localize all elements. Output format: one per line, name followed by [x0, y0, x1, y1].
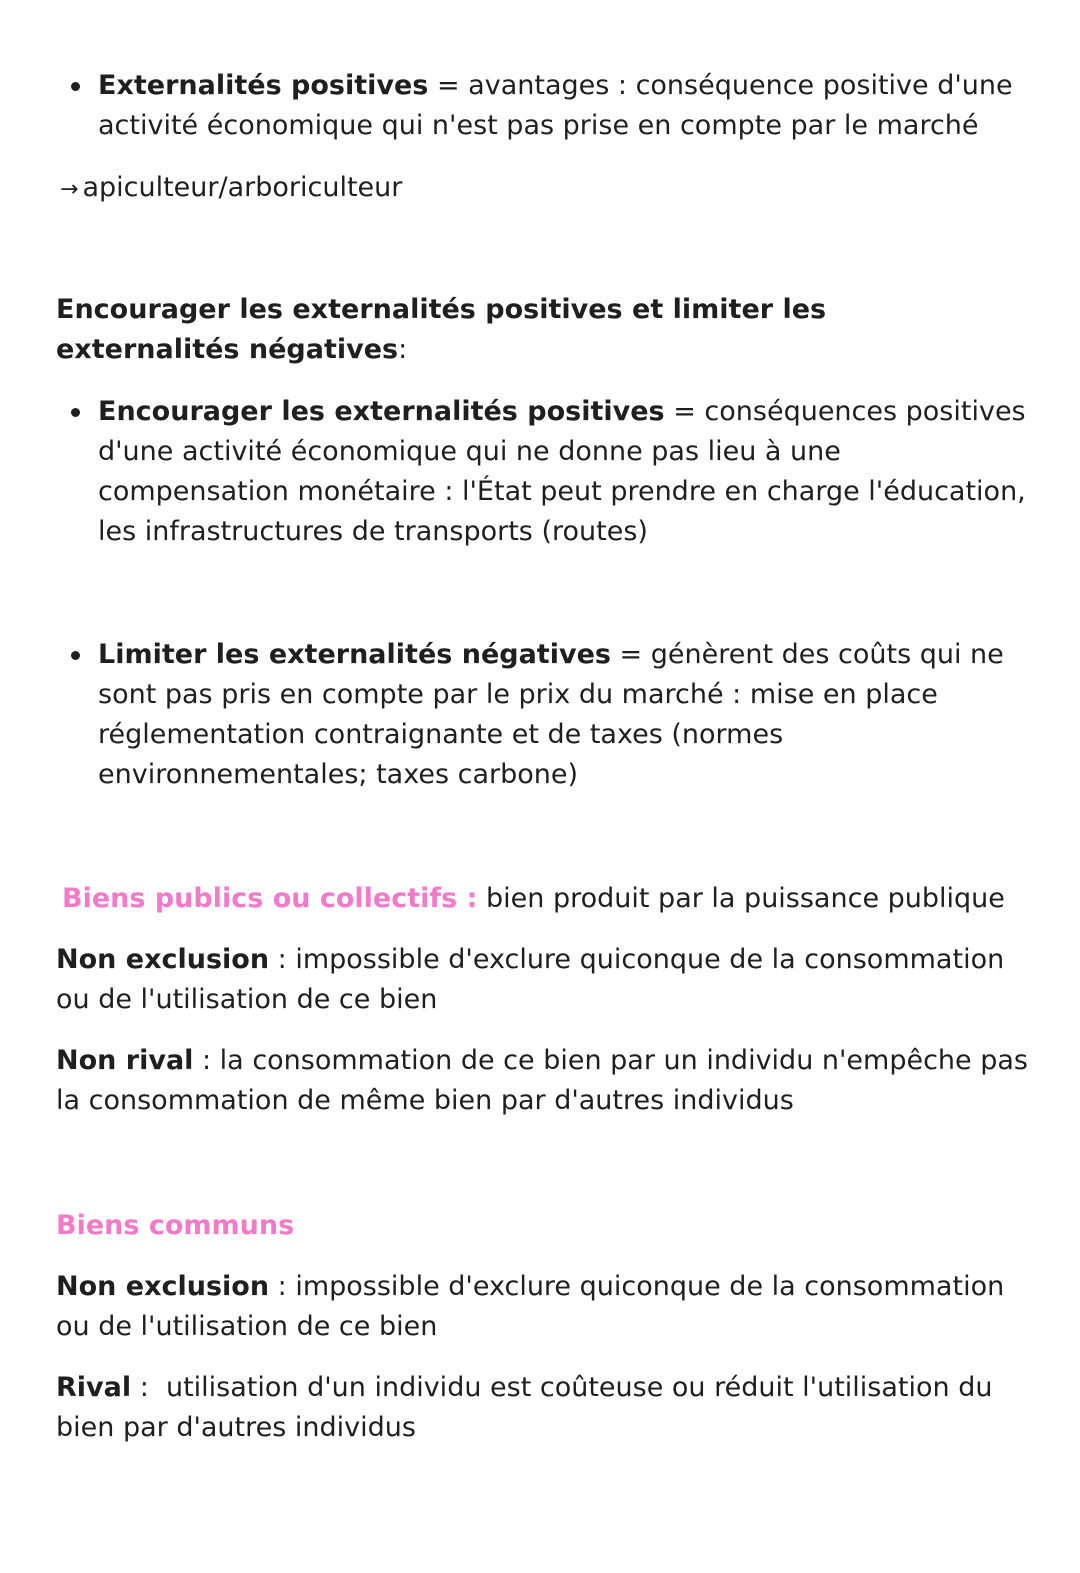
definition: = avantages : conséquence positive d'une activité économique qui n'est pas prise en compte par le marché	[98, 70, 1013, 141]
biens-communs-heading	[56, 1206, 1036, 1246]
definition: : utilisation d'un individu est coûteuse ou réduit l'utilisation du bien par d'autres individus	[56, 1372, 1002, 1443]
heading-text: Biens communs	[56, 1210, 295, 1241]
term: Encourager les externalités positives	[98, 396, 665, 427]
non-rival-definition	[56, 1041, 1031, 1121]
bullet-externalites-positives	[98, 66, 1028, 146]
section-heading-externalites	[56, 290, 1016, 370]
term: Rival	[56, 1372, 132, 1403]
biens-publics-definition	[62, 879, 1042, 919]
definition: : impossible d'exclure quiconque de la consommation ou de l'utilisation de ce bien	[56, 944, 1005, 1015]
bullet-dot	[71, 408, 80, 417]
term: Non exclusion	[56, 1271, 270, 1302]
bullet-text	[98, 635, 1028, 795]
definition: : la consommation de ce bien par un individu n'empêche pas la consommation de même bien par d'autres individus	[56, 1045, 1028, 1116]
bullet-limiter	[98, 635, 1028, 795]
non-exclusion-definition	[56, 940, 1036, 1020]
term: Limiter les externalités négatives	[98, 639, 611, 670]
arrow-right-icon: →	[60, 177, 79, 202]
term: Externalités positives	[98, 70, 429, 101]
bullet-dot	[71, 82, 80, 91]
bullet-dot	[71, 651, 80, 660]
definition: = conséquences positives d'une activité économique qui ne donne pas lieu à une compensation monétaire : l'État peut prendre en charge l'éducation, les infrastructures de transports (routes)	[98, 396, 1026, 547]
non-exclusion-definition-2	[56, 1267, 1036, 1347]
bullet-text	[98, 392, 1028, 552]
term: Non exclusion	[56, 944, 270, 975]
definition: : impossible d'exclure quiconque de la consommation ou de l'utilisation de ce bien	[56, 1271, 1005, 1342]
bullet-text	[98, 66, 1028, 146]
example-line	[60, 168, 1040, 210]
definition: = génèrent des coûts qui ne sont pas pris en compte par le prix du marché : mise en place réglementation contraignante et de taxes (normes environnementales; taxes carbone)	[98, 639, 1004, 790]
heading-colon: :	[398, 334, 408, 365]
rival-definition	[56, 1368, 1016, 1448]
example-text: apiculteur/arboriculteur	[82, 172, 403, 203]
biens-publics-text: bien produit par la puissance publique	[477, 883, 1005, 914]
biens-publics-term: Biens publics ou collectifs :	[62, 883, 478, 914]
heading-text: Encourager les externalités positives et limiter les externalités négatives	[56, 294, 827, 365]
term: Non rival	[56, 1045, 194, 1076]
bullet-encourager	[98, 392, 1028, 552]
